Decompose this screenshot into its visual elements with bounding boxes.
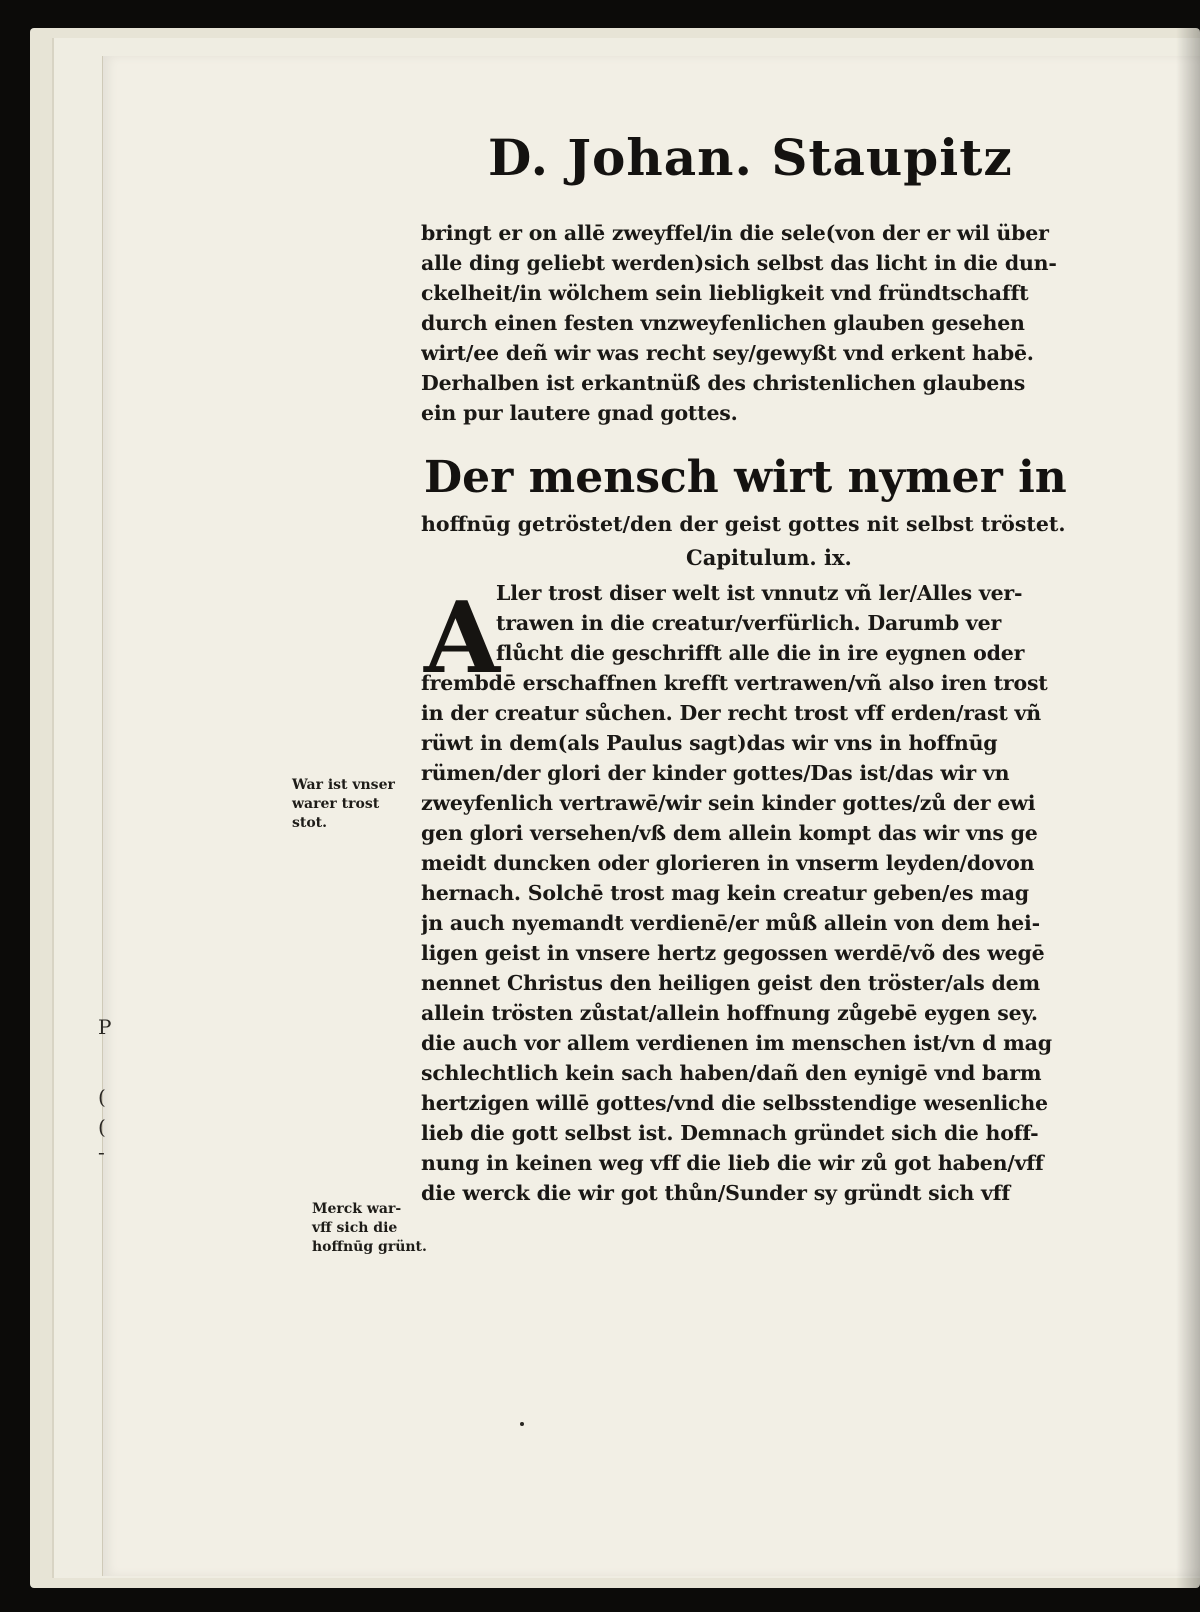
running-head: D. Johan. Staupitz: [488, 128, 1013, 187]
text-line: ein pur lautere gnad gottes.: [421, 401, 738, 425]
page-shadow: [1176, 28, 1200, 1588]
text-line: hertzigen willē gottes/vnd die selbsstendige wesenliche: [421, 1091, 1048, 1115]
margin-note-line: hoffnūg grünt.: [312, 1239, 427, 1255]
chapter-subtitle: hoffnūg getröstet/den der geist gottes nit selbst tröstet.: [421, 512, 1066, 536]
decorated-initial: A: [424, 581, 501, 696]
text-line: nung in keinen weg vff die lieb die wir zů got haben/vff: [421, 1151, 1044, 1175]
edge-mark: (: [98, 1085, 106, 1109]
text-line: in der creatur sůchen. Der recht trost vff erden/rast vñ: [421, 701, 1041, 725]
chapter-title: Der mensch wirt nymer in: [424, 452, 1067, 503]
text-line: allein trösten zůstat/allein hoffnung zůgebē eygen sey.: [421, 1001, 1038, 1025]
margin-note-line: vff sich die: [312, 1220, 398, 1236]
text-line: Derhalben ist erkantnüß des christenlichen glaubens: [421, 371, 1026, 395]
text-line: wirt/ee deñ wir was recht sey/gewyßt vnd erkent habē.: [421, 341, 1034, 365]
margin-note-line: stot.: [292, 815, 328, 831]
text-line: rüwt in dem(als Paulus sagt)das wir vns in hoffnūg: [421, 731, 998, 755]
show-through-marks: [98, 1015, 124, 1164]
text-line: rümen/der glori der kinder gottes/Das ist/das wir vn: [421, 761, 1010, 785]
initial-paragraph-lines: [496, 578, 1146, 668]
text-line: jn auch nyemandt verdienē/er můß allein von dem hei-: [421, 911, 1040, 935]
text-line: schlechtlich kein sach haben/dañ den eynigē vnd barm: [421, 1061, 1042, 1085]
text-line: durch einen festen vnzweyfenlichen glauben gesehen: [421, 311, 1025, 335]
paragraph-2: [421, 668, 1141, 1208]
text-line: flůcht die geschrifft alle die in ire eygnen oder: [496, 641, 1025, 665]
text-line: ligen geist in vnsere hertz gegossen werdē/võ des wegē: [421, 941, 1045, 965]
margin-note-1: [292, 776, 395, 833]
text-line: ckelheit/in wölchem sein liebligkeit vnd fründtschafft: [421, 281, 1029, 305]
margin-note-line: Merck war-: [312, 1201, 402, 1217]
text-line: die werck die wir got thůn/Sunder sy gründt sich vff: [421, 1181, 1010, 1205]
ink-speck: [520, 1422, 524, 1426]
text-line: trawen in die creatur/verfürlich. Darumb ver: [496, 611, 1002, 635]
edge-mark: -: [98, 1140, 105, 1164]
margin-note-line: warer trost: [292, 796, 380, 812]
text-line: meidt duncken oder glorieren in vnserm leyden/dovon: [421, 851, 1035, 875]
text-line: Ller trost diser welt ist vnnutz vñ ler/Alles ver-: [496, 581, 1023, 605]
text-line: gen glori versehen/vß dem allein kompt das wir vns ge: [421, 821, 1038, 845]
edge-mark: P: [98, 1015, 112, 1039]
text-line: frembdē erschaffnen krefft vertrawen/vñ also iren trost: [421, 671, 1048, 695]
margin-note-2: [312, 1200, 427, 1257]
text-line: alle ding geliebt werden)sich selbst das licht in die dun-: [421, 251, 1057, 275]
text-line: die auch vor allem verdienen im menschen ist/vn d mag: [421, 1031, 1052, 1055]
edge-mark: (: [98, 1115, 106, 1139]
margin-note-line: War ist vnser: [292, 777, 395, 793]
text-line: zweyfenlich vertrawē/wir sein kinder gottes/zů der ewi: [421, 791, 1036, 815]
chapter-label: Capitulum. ix.: [686, 545, 852, 570]
text-line: nennet Christus den heiligen geist den tröster/als dem: [421, 971, 1040, 995]
text-line: hernach. Solchē trost mag kein creatur geben/es mag: [421, 881, 1029, 905]
paragraph-1: [421, 218, 1141, 428]
text-line: bringt er on allē zweyffel/in die sele(von der er wil über: [421, 221, 1049, 245]
text-line: lieb die gott selbst ist. Demnach gründet sich die hoff-: [421, 1121, 1039, 1145]
